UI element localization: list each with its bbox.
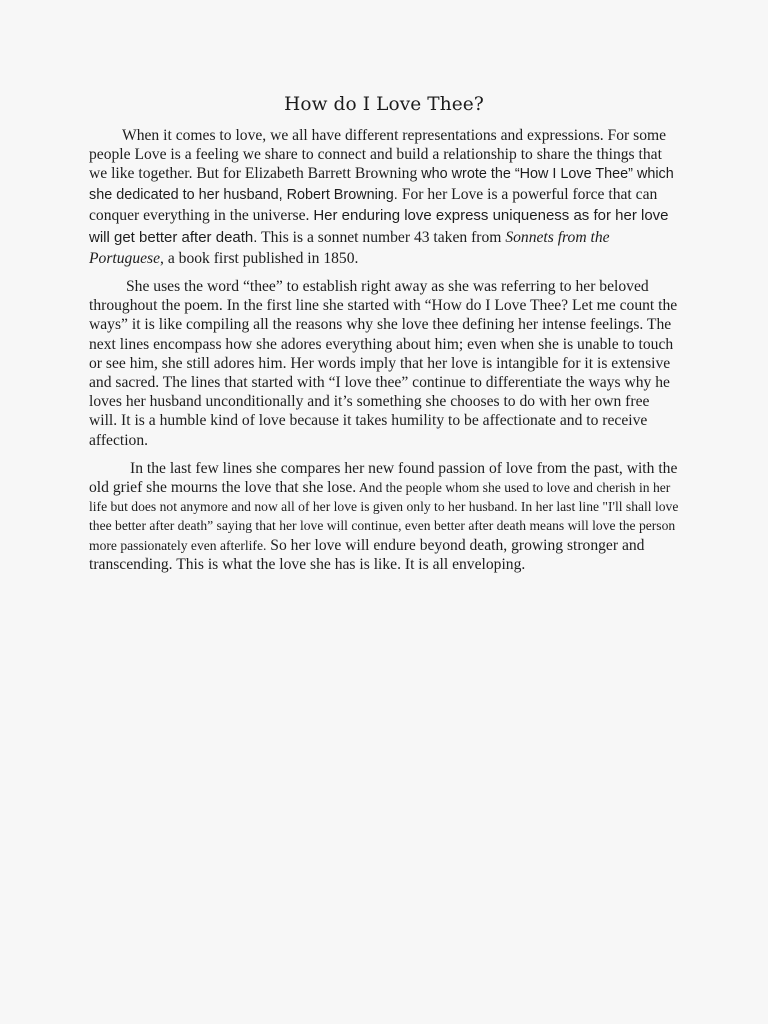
paragraph-3-text-b: And the people whom she used to love and cherish in her life but does not anymore and now all of her love is given only to her husband. In her last line "I'll shall love thee better after death” saying that her love will continue, even better after death means will <box>89 480 679 534</box>
book-title: Sonnets from the Portuguese <box>89 228 610 267</box>
paragraph-1-text-c: For her Love <box>401 185 484 203</box>
document-body <box>89 126 679 583</box>
paragraph-1-text-b: who wrote the “How I Love Thee” which she dedicated to her husband, Robert Browning. <box>89 166 674 203</box>
paragraph-2: She uses the word “thee” to establish right away as she was referring to her beloved throughout the poem. In the first line she started with “How do I Love Thee? Let me count the ways” it is like compiling all the reasons why she love thee defining her intense feelings. The next lines encompass how she adores everything about him; even when she is unable to touch or see him, she still adores him. Her words imply that her love is intangible for it is extensive and sacred. The lines that started with “I love thee” continue to differentiate the ways why he loves her husband unconditionally and it’s something she chooses to do with her own free will. It is a humble kind of love because it takes humility to be affectionate and to receive affection. <box>89 278 678 449</box>
paragraph-1-text-f: This is a sonnet number 43 taken from <box>257 228 506 246</box>
paragraph-1-text-d: is a powerful force that can conquer everything in the universe. <box>89 185 658 224</box>
paragraph-3-text-d: So her love will endure beyond death, growing stronger and transcending. <box>89 536 645 573</box>
paragraph-3-text-e: This is what the love she has is like. It is all enveloping. <box>172 555 526 573</box>
paragraph-3-text-c: love the person more passionately even afterlife. <box>89 518 676 553</box>
paragraph-1-text-a: When it comes to love, we all have different representations and expressions. For some people Love is a feeling we share to connect and build a relationship to share the things that we like together. But for Elizabeth Barrett Browning <box>89 127 667 183</box>
document-title: How do I Love Thee? <box>284 94 484 115</box>
paragraph-3-text-a: In the last few lines she compares her new found passion of love from the past, with the old grief she mourns the love that she lose. <box>89 459 678 497</box>
paragraph-1 <box>89 126 679 268</box>
paragraph-3 <box>89 459 679 574</box>
paragraph-1-text-g: , a book first published in 1850. <box>160 249 359 267</box>
paragraph-1-text-e: Her enduring love express uniqueness as for her love will get better after death. <box>89 206 669 246</box>
